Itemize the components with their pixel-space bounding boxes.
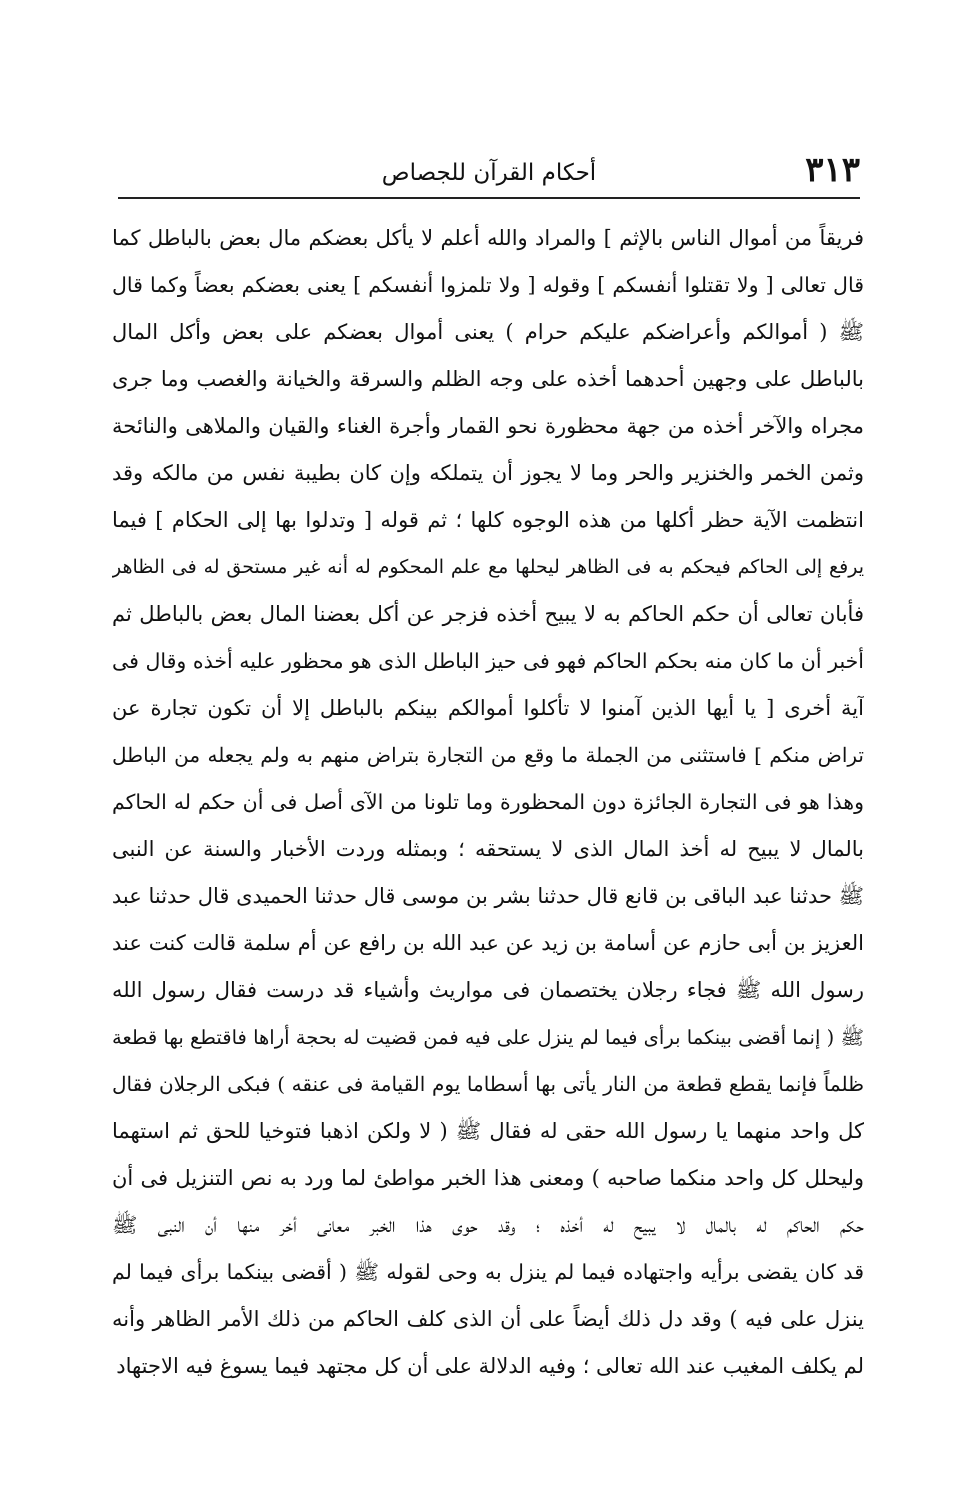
text-line: ينزل على فيه ) وقد دل ذلك أيضاً على أن الذى كلف الحاكم من ذلك الأمر الظاهر وأنه	[112, 1307, 864, 1331]
header-rule	[118, 197, 860, 199]
text-line: بالمال لا يبيح له أخذ المال الذى لا يستحقه ؛ وبمثله وردت الأخبار والسنة عن النبى	[112, 837, 864, 861]
running-title: أحكام القرآن للجصاص	[381, 160, 597, 186]
text-line: قال تعالى [ ولا تقتلوا أنفسكم ] وقوله [ ولا تلمزوا أنفسكم ] يعنى بعضكم بعضاً وكما قال	[112, 273, 864, 297]
text-line: وهذا هو فى التجارة الجائزة دون المحظورة وما تلونا من الآى أصل فى أن حكم له الحاكم	[112, 790, 864, 814]
text-line: مجراه والآخر أخذه من جهة محظورة نحو القمار وأجرة الغناء والقيان والملاهى والنائحة	[112, 414, 864, 438]
text-line: ظلماً فإنما يقطع قطعة من النار يأتى بها أسطاما يوم القيامة فى عنقه ) فبكى الرجلان فقال	[112, 1072, 864, 1096]
text-line: فريقاً من أموال الناس بالإثم ] والمراد والله أعلم لا يأكل بعضكم مال بعض بالباطل كما	[112, 226, 864, 250]
page-header	[118, 148, 860, 194]
text-line: يرفع إلى الحاكم فيحكم به فى الظاهر ليحلها مع علم المحكوم له أنه غير مستحق له فى الظاهر	[112, 556, 864, 578]
text-line: ﷺ ( أموالكم وأعراضكم عليكم حرام ) يعنى أموال بعضكم على بعض وأكل المال	[112, 320, 864, 344]
text-line: ﷺ ( إنما أقضى بينكما برأى فيما لم ينزل على فيه فمن قضيت له بحجة أراها فاقتطع بها قطعة	[112, 1026, 864, 1049]
text-line: انتظمت الآية حظر أكلها من هذه الوجوه كلها ؛ ثم قوله [ وتدلوا بها إلى الحكام ] فيما	[112, 508, 864, 532]
text-line: أخبر أن ما كان منه بحكم الحاكم فهو فى حيز الباطل الذى هو محظور عليه أخذه وقال فى	[112, 649, 864, 673]
text-line: وليحلل كل واحد منكما صاحبه ) ومعنى هذا الخبر مواطئ لما ورد به نص التنزيل فى أن	[112, 1166, 864, 1190]
body-text	[112, 215, 864, 1390]
text-line: العزيز بن أبى حازم عن أسامة بن زيد عن عبد الله بن رافع عن أم سلمة قالت كنت عند	[112, 931, 864, 955]
text-line: حكم الحاكم له بالمال لا يبيح له أخذه ؛ وقد حوى هذا الخبر معانى أخر منها أن النبى ﷺ	[112, 1213, 864, 1237]
text-line: لم يكلف المغيب عند الله تعالى ؛ وفيه الدلالة على أن كل مجتهد فيما يسوغ فيه الاجتهاد	[116, 1354, 864, 1378]
text-line: آية أخرى [ يا أيها الذين آمنوا لا تأكلوا أموالكم بينكم بالباطل إلا أن تكون تجارة عن	[112, 696, 864, 720]
text-line: فأبان تعالى أن حكم الحاكم به لا يبيح أخذه فزجر عن أكل بعضنا المال بعض بالباطل ثم	[112, 602, 864, 626]
text-line: وثمن الخمر والخنزير والحر وما لا يجوز أن يتملكه وإن كان بطيبة نفس من مالكه وقد	[112, 461, 864, 485]
text-line: ﷺ حدثنا عبد الباقى بن قانع قال حدثنا بشر بن موسى قال حدثنا الحميدى قال حدثنا عبد	[112, 884, 864, 908]
text-line: بالباطل على وجهين أحدهما أخذه على وجه الظلم والسرقة والخيانة والغصب وما جرى	[112, 367, 864, 391]
text-line: كل واحد منهما يا رسول الله حقى له فقال ﷺ ( لا ولكن اذهبا فتوخيا للحق ثم استهما	[112, 1119, 864, 1143]
text-line: رسول الله ﷺ فجاء رجلان يختصمان فى مواريث وأشياء قد درست فقال رسول الله	[112, 978, 864, 1002]
text-line: تراض منكم ] فاستثنى من الجملة ما وقع من التجارة بتراض منهم به ولم يجعله من الباطل	[112, 743, 864, 767]
text-line: قد كان يقضى برأيه واجتهاده فيما لم ينزل به وحى لقوله ﷺ ( أقضى بينكما برأى فيما لم	[112, 1260, 864, 1284]
page-number: ٣١٣	[805, 150, 860, 190]
